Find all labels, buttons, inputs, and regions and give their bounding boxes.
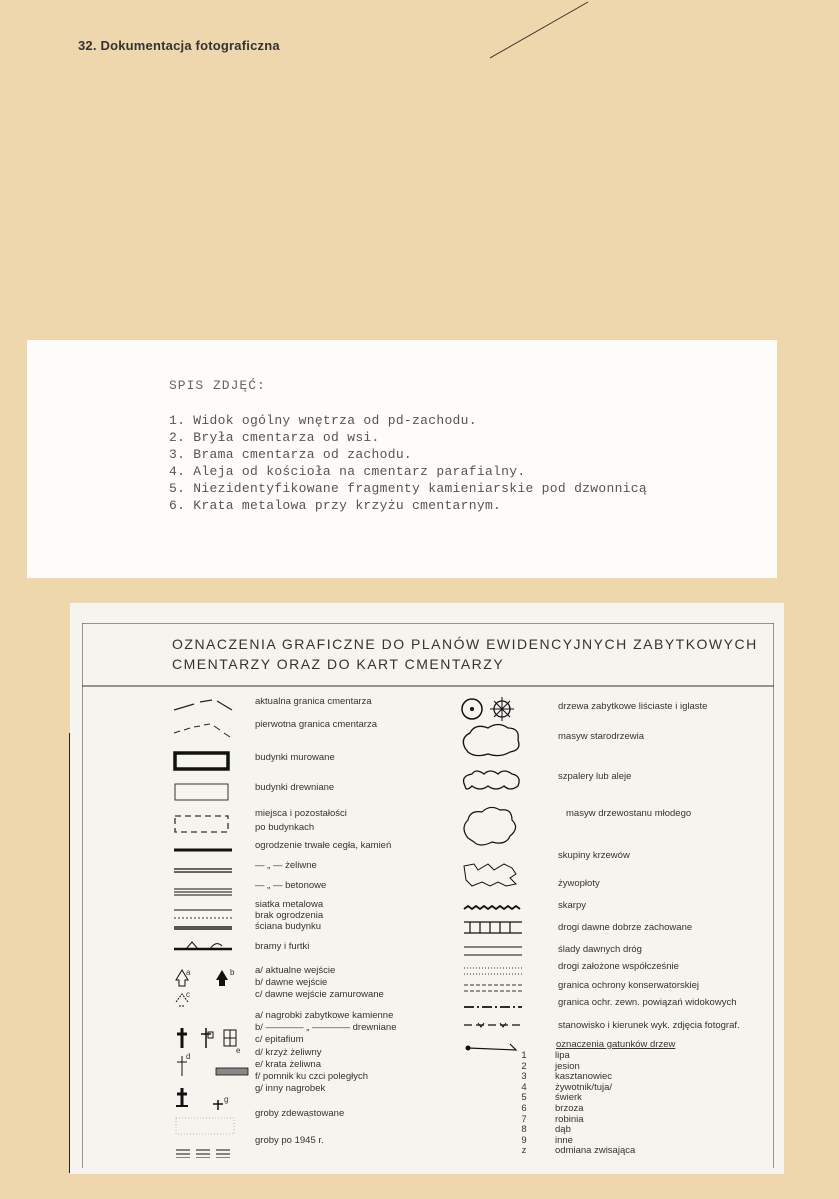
tree-num: 7: [521, 1113, 527, 1125]
page-header: 32. Dokumentacja fotograficzna: [78, 38, 280, 53]
tree-num: z: [521, 1145, 527, 1157]
legend-label: a/ aktualne wejście: [255, 965, 336, 976]
tree-num: 2: [521, 1060, 527, 1072]
legend-label: granica ochrony konserwatorskiej: [558, 980, 699, 991]
legend-label: e/ krata żeliwna: [255, 1059, 322, 1070]
legend-label: oznaczenia gatunków drzew: [556, 1039, 676, 1050]
photo-list: [169, 412, 647, 514]
tree-species-list: [517, 1051, 747, 1157]
tree-num: 1: [521, 1050, 527, 1061]
tree-row: [517, 1072, 747, 1083]
symbol-label: c: [186, 990, 190, 999]
boundary-original-icon: [174, 724, 230, 737]
legend-label: c/ epitafium: [255, 1034, 304, 1045]
legend-label: brak ogrodzenia: [255, 910, 324, 921]
legend-label: aktualna granica cmentarza: [255, 696, 372, 707]
legend-label: masyw starodrzewia: [558, 731, 645, 742]
symbol-label: g: [224, 1095, 229, 1104]
symbol-label: d: [186, 1052, 191, 1061]
deciduous-tree-icon: [470, 707, 474, 711]
photo-list-item: 2. Bryła cmentarza od wsi.: [169, 430, 380, 445]
tree-row: [517, 1146, 747, 1157]
other-tomb-icon: [213, 1100, 223, 1110]
legend-label: pierwotna granica cmentarza: [255, 719, 377, 730]
tree-num: 6: [521, 1102, 527, 1114]
tree-row: [517, 1083, 747, 1094]
left-symbols: [172, 688, 252, 1158]
photo-list-item: 3. Brama cmentarza od zachodu.: [169, 447, 413, 462]
conifer-tree-icon: [490, 697, 514, 721]
legend-label: granica ochr. zewn. powiązań widokowych: [558, 997, 737, 1008]
tree-num: 4: [521, 1081, 527, 1093]
shrubs-icon: [464, 864, 516, 886]
entrance-former-icon: [216, 970, 228, 986]
legend-label: groby po 1945 r.: [255, 1135, 324, 1146]
legend-label: stanowisko i kierunek wyk. zdjęcia fotograf.: [558, 1020, 740, 1031]
tree-name: odmiana zwisająca: [555, 1145, 636, 1157]
hedges-icon: [464, 906, 520, 909]
tombstone-wood-icon: [208, 1032, 213, 1038]
tree-row: [517, 1051, 747, 1062]
legend-label: ogrodzenie trwałe cegła, kamień: [255, 840, 392, 851]
photo-list-card: [27, 340, 777, 578]
brick-building-icon: [175, 753, 228, 769]
legend-label: g/ inny nagrobek: [255, 1083, 326, 1094]
legend-label: budynki murowane: [255, 752, 335, 763]
photo-list-item: 5. Niezidentyfikowane fragmenty kamieniarskie pod dzwonnicą: [169, 481, 647, 496]
tree-row: [517, 1115, 747, 1126]
tree-row: [517, 1125, 747, 1136]
symbol-label: e: [236, 1046, 241, 1055]
legend-title-line: OZNACZENIA GRAFICZNE DO PLANÓW EWIDENCYJNYCH ZABYTKOWYCH: [172, 636, 758, 652]
old-stand-icon: [463, 725, 519, 756]
legend-frame: [82, 623, 774, 1168]
photo-list-title: SPIS ZDJĘĆ:: [169, 378, 266, 393]
legend-label: skupiny krzewów: [558, 850, 630, 861]
young-stand-icon: [464, 807, 516, 845]
legend-label: bramy i furtki: [255, 941, 310, 952]
tree-name: dąb: [555, 1124, 571, 1136]
tree-num: 9: [521, 1134, 527, 1146]
legend-label: groby zdewastowane: [255, 1108, 345, 1119]
legend-label: miejsca i pozostałości: [255, 808, 347, 819]
wall-icon: [174, 926, 232, 930]
legend-label: żywopłoty: [558, 878, 600, 889]
legend-label: f/ pomnik ku czci poległych: [255, 1071, 368, 1082]
graves-1945-icon: [176, 1150, 230, 1158]
devastated-graves-icon: [176, 1118, 234, 1134]
tree-name: brzoza: [555, 1102, 584, 1114]
tree-name: jesion: [555, 1060, 580, 1072]
alley-icon: [464, 771, 520, 789]
tree-num: 3: [521, 1071, 527, 1083]
tree-name: robinia: [555, 1113, 584, 1125]
symbol-label: b: [230, 968, 235, 977]
photo-list-item: 6. Krata metalowa przy krzyżu cmentarnym.: [169, 498, 502, 513]
tree-row: [517, 1093, 747, 1104]
legend-label: drogi założone współcześnie: [558, 961, 679, 972]
tree-num: 8: [521, 1124, 527, 1136]
wooden-building-icon: [175, 784, 228, 800]
legend-label: drogi dawne dobrze zachowane: [558, 922, 693, 933]
legend-label: masyw drzewostanu młodego: [566, 808, 692, 819]
tree-num: 5: [521, 1092, 527, 1104]
iron-grate-icon: [216, 1068, 248, 1075]
legend-label: a/ nagrobki zabytkowe kamienne: [255, 1010, 394, 1021]
pen-stroke: [490, 0, 590, 60]
tree-row: [517, 1104, 747, 1115]
tree-name: żywotnik/tuja/: [555, 1081, 613, 1093]
former-building-icon: [175, 816, 228, 832]
symbol-label: a: [186, 968, 191, 977]
tree-name: kasztanowiec: [555, 1071, 613, 1083]
legend-label: b/ dawne wejście: [255, 977, 328, 988]
legend-card: [70, 603, 784, 1174]
legend-title: [172, 634, 758, 674]
tree-name: inne: [555, 1134, 573, 1146]
legend-label: b/ ———— „ ———— drewniane: [255, 1022, 397, 1033]
legend-label: — „ — betonowe: [255, 880, 327, 891]
tree-row: [517, 1062, 747, 1073]
legend-label: skarpy: [558, 900, 586, 911]
legend-label: drzewa zabytkowe liściaste i iglaste: [558, 701, 708, 712]
legend-label: budynki drewniane: [255, 782, 335, 793]
legend-label: siatka metalowa: [255, 899, 324, 910]
boundary-current-icon: [174, 700, 232, 710]
photo-list-item: 4. Aleja od kościoła na cmentarz parafialny.: [169, 464, 526, 479]
legend-label: c/ dawne wejście zamurowane: [255, 989, 384, 1000]
legend-label: po budynkach: [255, 822, 315, 833]
legend-label: ślady dawnych dróg: [558, 944, 642, 955]
right-symbols: [460, 688, 540, 1088]
legend-label: ściana budynku: [255, 921, 322, 932]
tree-name: świerk: [555, 1092, 582, 1104]
tree-name: lipa: [555, 1050, 570, 1061]
photo-position-icon: [468, 1044, 516, 1050]
slopes-icon: [464, 922, 522, 933]
legend-label: szpalery lub aleje: [558, 771, 632, 782]
legend-label: d/ krzyż żeliwny: [255, 1047, 322, 1058]
tombstone-stone-icon: [177, 1028, 187, 1048]
photo-list-item: 1. Widok ogólny wnętrza od pd-zachodu.: [169, 413, 477, 428]
legend-label: — „ — żeliwne: [255, 860, 317, 871]
legend-title-line: CMENTARZY ORAZ DO KART CMENTARZY: [172, 656, 505, 672]
